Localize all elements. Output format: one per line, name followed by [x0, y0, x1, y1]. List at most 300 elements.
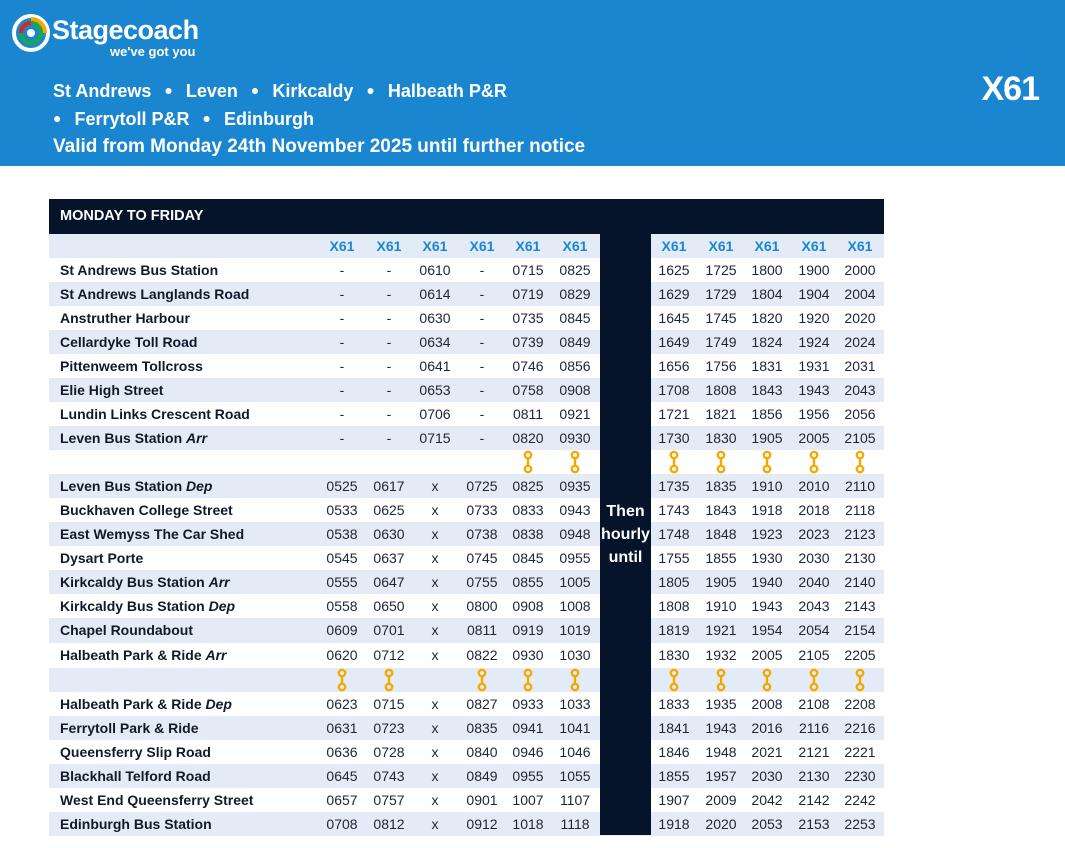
- day-label: MONDAY TO FRIDAY: [49, 199, 884, 234]
- time-cell: x: [431, 598, 439, 614]
- time-cell: 0908: [559, 382, 591, 398]
- route-number: X61: [981, 70, 1039, 108]
- route-stop: St Andrews: [53, 81, 152, 101]
- service-number: X61: [801, 238, 827, 254]
- stop-name: [60, 402, 250, 426]
- time-cell: 0746: [512, 358, 544, 374]
- time-cell: 0719: [512, 286, 544, 302]
- table-row: [49, 716, 884, 740]
- time-cell: 0617: [373, 478, 405, 494]
- route-stop: Halbeath P&R: [387, 81, 507, 101]
- time-cell: 0946: [512, 744, 544, 760]
- brand-tagline: we've got you: [110, 44, 196, 59]
- table-row: [49, 426, 884, 450]
- frequency-note: [600, 500, 651, 569]
- time-cell: -: [386, 310, 392, 326]
- arr-dep-label: Dep: [208, 598, 236, 614]
- stop-label: St Andrews Bus Station: [60, 262, 219, 278]
- bullet-icon: ●: [366, 82, 375, 98]
- time-cell: 0630: [373, 526, 405, 542]
- stop-name: [60, 282, 249, 306]
- time-cell: 0620: [326, 647, 358, 663]
- time-cell: 1905: [705, 574, 737, 590]
- time-cell: 2043: [798, 598, 830, 614]
- time-cell: 1645: [658, 310, 690, 326]
- brand-name: Stagecoach: [52, 15, 199, 45]
- table-row: [49, 522, 884, 546]
- time-cell: 2242: [844, 792, 876, 808]
- time-cell: 1957: [705, 768, 737, 784]
- table-row: [49, 282, 884, 306]
- connecting-service-icon: [459, 668, 505, 692]
- time-cell: 2140: [844, 574, 876, 590]
- time-cell: 2021: [751, 744, 783, 760]
- stop-name: [60, 378, 163, 402]
- time-cell: 1954: [751, 622, 783, 638]
- time-cell: 0833: [512, 502, 544, 518]
- service-header-row: [49, 234, 884, 258]
- time-cell: 1930: [751, 550, 783, 566]
- time-cell: 2108: [798, 696, 830, 712]
- time-cell: 2221: [844, 744, 876, 760]
- table-row: [49, 594, 884, 618]
- time-cell: 1018: [512, 816, 544, 832]
- time-cell: x: [431, 478, 439, 494]
- header-banner: [0, 0, 1065, 166]
- time-cell: 2216: [844, 720, 876, 736]
- time-cell: -: [339, 406, 345, 422]
- stop-label: Edinburgh Bus Station: [60, 816, 212, 832]
- time-cell: 2005: [798, 430, 830, 446]
- stop-label: Kirkcaldy Bus Station: [60, 598, 205, 614]
- table-row: [49, 498, 884, 522]
- time-cell: 2105: [798, 647, 830, 663]
- time-cell: 0948: [559, 526, 591, 542]
- time-cell: 1855: [705, 550, 737, 566]
- stop-name: [60, 474, 212, 498]
- time-cell: 0835: [466, 720, 498, 736]
- time-cell: 1046: [559, 744, 591, 760]
- time-cell: 1005: [559, 574, 591, 590]
- time-cell: 1743: [658, 502, 690, 518]
- time-cell: 0825: [559, 262, 591, 278]
- time-cell: 0738: [466, 526, 498, 542]
- route-stops-line-1: [53, 81, 507, 102]
- connecting-service-icon: [552, 450, 598, 474]
- time-cell: 2009: [705, 792, 737, 808]
- time-cell: 1910: [751, 478, 783, 494]
- time-cell: 1841: [658, 720, 690, 736]
- time-cell: 1033: [559, 696, 591, 712]
- time-cell: 1821: [705, 406, 737, 422]
- time-cell: x: [431, 720, 439, 736]
- time-cell: -: [386, 286, 392, 302]
- time-cell: 0849: [559, 334, 591, 350]
- time-cell: 1800: [751, 262, 783, 278]
- time-cell: 0800: [466, 598, 498, 614]
- time-cell: 1107: [559, 792, 591, 808]
- time-cell: 1749: [705, 334, 737, 350]
- time-cell: 0725: [466, 478, 498, 494]
- time-cell: 2253: [844, 816, 876, 832]
- service-number: X61: [515, 238, 541, 254]
- time-cell: 2205: [844, 647, 876, 663]
- time-cell: 0631: [326, 720, 358, 736]
- time-cell: 0856: [559, 358, 591, 374]
- connecting-service-icon: [651, 668, 697, 692]
- time-cell: 2230: [844, 768, 876, 784]
- time-cell: 1008: [559, 598, 591, 614]
- time-cell: 1905: [751, 430, 783, 446]
- time-cell: 1948: [705, 744, 737, 760]
- connecting-service-icon: [744, 450, 790, 474]
- time-cell: x: [431, 792, 439, 808]
- stop-label: Queensferry Slip Road: [60, 744, 211, 760]
- service-number: X61: [329, 238, 355, 254]
- time-cell: 0943: [559, 502, 591, 518]
- time-cell: 1118: [560, 816, 590, 832]
- time-cell: 2008: [751, 696, 783, 712]
- time-cell: -: [339, 262, 345, 278]
- time-cell: 0840: [466, 744, 498, 760]
- time-cell: 0755: [466, 574, 498, 590]
- connecting-service-icon: [837, 450, 883, 474]
- time-cell: 0933: [512, 696, 544, 712]
- time-cell: 0930: [512, 647, 544, 663]
- time-cell: 1007: [512, 792, 544, 808]
- time-cell: 1931: [798, 358, 830, 374]
- time-cell: 2130: [844, 550, 876, 566]
- table-row: [49, 692, 884, 716]
- time-cell: x: [431, 696, 439, 712]
- time-cell: 2030: [751, 768, 783, 784]
- table-row: [49, 764, 884, 788]
- table-row: [49, 354, 884, 378]
- stop-name: [60, 594, 235, 618]
- time-cell: -: [479, 310, 485, 326]
- service-number: X61: [708, 238, 734, 254]
- stop-label: Cellardyke Toll Road: [60, 334, 198, 350]
- time-cell: 0728: [373, 744, 405, 760]
- time-cell: 1649: [658, 334, 690, 350]
- stop-name: [60, 716, 199, 740]
- time-cell: 2010: [798, 478, 830, 494]
- service-number: X61: [562, 238, 588, 254]
- connecting-service-icon: [505, 450, 551, 474]
- time-cell: 0921: [559, 406, 591, 422]
- arr-dep-label: Arr: [205, 647, 227, 663]
- time-cell: 2130: [798, 768, 830, 784]
- time-cell: 1920: [798, 310, 830, 326]
- time-cell: x: [431, 550, 439, 566]
- time-cell: 2024: [844, 334, 876, 350]
- time-cell: 0650: [373, 598, 405, 614]
- connecting-service-icon: [552, 668, 598, 692]
- time-cell: 0735: [512, 310, 544, 326]
- time-cell: 0758: [512, 382, 544, 398]
- time-cell: 0822: [466, 647, 498, 663]
- time-cell: 0845: [512, 550, 544, 566]
- stop-label: Buckhaven College Street: [60, 502, 233, 518]
- time-cell: -: [339, 358, 345, 374]
- time-cell: 1843: [751, 382, 783, 398]
- time-cell: 1910: [705, 598, 737, 614]
- route-stop: Leven: [185, 81, 238, 101]
- time-cell: -: [386, 334, 392, 350]
- bullet-icon: ●: [164, 82, 173, 98]
- time-cell: 0757: [373, 792, 405, 808]
- time-cell: 2031: [844, 358, 876, 374]
- stop-label: Chapel Roundabout: [60, 622, 193, 638]
- time-cell: 0723: [373, 720, 405, 736]
- time-cell: 1918: [658, 816, 690, 832]
- time-cell: 2020: [844, 310, 876, 326]
- time-cell: 1848: [705, 526, 737, 542]
- stagecoach-logo[interactable]: [11, 12, 211, 62]
- time-cell: 0706: [419, 406, 451, 422]
- time-cell: 0708: [326, 816, 358, 832]
- time-cell: 2142: [798, 792, 830, 808]
- time-cell: 1725: [705, 262, 737, 278]
- time-cell: 0745: [466, 550, 498, 566]
- connecting-service-icon: [698, 450, 744, 474]
- connecting-service-icon: [366, 668, 412, 692]
- service-number: X61: [847, 238, 873, 254]
- time-cell: 1830: [658, 647, 690, 663]
- stop-label: Halbeath Park & Ride: [60, 647, 202, 663]
- stop-label: Dysart Porte: [60, 550, 144, 566]
- time-cell: -: [339, 286, 345, 302]
- validity-notice: Valid from Monday 24th November 2025 until further notice: [53, 136, 586, 157]
- stop-name: [60, 740, 211, 764]
- time-cell: 1824: [751, 334, 783, 350]
- time-cell: 0845: [559, 310, 591, 326]
- stop-label: West End Queensferry Street: [60, 792, 254, 808]
- time-cell: 0827: [466, 696, 498, 712]
- time-cell: -: [386, 358, 392, 374]
- time-cell: 0901: [466, 792, 498, 808]
- stop-label: Elie High Street: [60, 382, 164, 398]
- time-cell: 2023: [798, 526, 830, 542]
- time-cell: 2000: [844, 262, 876, 278]
- time-cell: 1625: [658, 262, 690, 278]
- stop-name: [60, 570, 230, 594]
- time-cell: 1935: [705, 696, 737, 712]
- table-row: [49, 570, 884, 594]
- time-cell: 1900: [798, 262, 830, 278]
- table-row: [49, 474, 884, 498]
- connecting-service-icon: [505, 668, 551, 692]
- time-cell: 0919: [512, 622, 544, 638]
- service-number: X61: [754, 238, 780, 254]
- time-cell: 1755: [658, 550, 690, 566]
- time-cell: 1918: [751, 502, 783, 518]
- time-cell: 1748: [658, 526, 690, 542]
- stop-name: [60, 812, 212, 836]
- time-cell: 2004: [844, 286, 876, 302]
- time-cell: 1940: [751, 574, 783, 590]
- timetable: [49, 199, 884, 836]
- time-cell: 1745: [705, 310, 737, 326]
- stop-label: Kirkcaldy Bus Station: [60, 574, 205, 590]
- time-cell: 1924: [798, 334, 830, 350]
- service-number: X61: [469, 238, 495, 254]
- time-cell: 0849: [466, 768, 498, 784]
- time-cell: 0811: [466, 622, 498, 638]
- bullet-icon: ●: [53, 110, 62, 126]
- time-cell: x: [431, 816, 439, 832]
- table-row: [49, 546, 884, 570]
- time-cell: 0733: [466, 502, 498, 518]
- time-cell: 0811: [512, 406, 544, 422]
- time-cell: 0855: [512, 574, 544, 590]
- route-stops-line-2: [53, 109, 314, 130]
- stop-label: Halbeath Park & Ride: [60, 696, 202, 712]
- time-cell: 0525: [326, 478, 358, 494]
- time-cell: 0955: [559, 550, 591, 566]
- time-cell: 1819: [658, 622, 690, 638]
- time-cell: 0908: [512, 598, 544, 614]
- time-cell: 1721: [658, 406, 690, 422]
- time-cell: x: [431, 744, 439, 760]
- stop-label: St Andrews Langlands Road: [60, 286, 250, 302]
- time-cell: -: [386, 382, 392, 398]
- stop-name: [60, 354, 203, 378]
- time-cell: 0812: [373, 816, 405, 832]
- time-cell: 2154: [844, 622, 876, 638]
- time-cell: 1943: [705, 720, 737, 736]
- table-row: [49, 330, 884, 354]
- time-cell: -: [479, 430, 485, 446]
- stop-name: [60, 258, 218, 282]
- time-cell: x: [431, 622, 439, 638]
- time-cell: 0623: [326, 696, 358, 712]
- time-cell: 0630: [419, 310, 451, 326]
- stop-label: Anstruther Harbour: [60, 310, 190, 326]
- time-cell: 0657: [326, 792, 358, 808]
- time-cell: 2105: [844, 430, 876, 446]
- time-cell: -: [386, 430, 392, 446]
- timetable-body: [49, 234, 884, 836]
- time-cell: 0930: [559, 430, 591, 446]
- time-cell: 1030: [559, 647, 591, 663]
- time-cell: 0637: [373, 550, 405, 566]
- table-row: [49, 618, 884, 643]
- table-row: [49, 788, 884, 812]
- time-cell: 0555: [326, 574, 358, 590]
- connecting-service-icon: [837, 668, 883, 692]
- time-cell: 2040: [798, 574, 830, 590]
- time-cell: x: [431, 526, 439, 542]
- time-cell: 2054: [798, 622, 830, 638]
- route-stop: Ferrytoll P&R: [74, 109, 190, 129]
- connecting-service-icon: [651, 450, 697, 474]
- time-cell: -: [386, 406, 392, 422]
- stop-label: Ferrytoll Park & Ride: [60, 720, 199, 736]
- time-cell: 0838: [512, 526, 544, 542]
- time-cell: 1735: [658, 478, 690, 494]
- time-cell: -: [479, 406, 485, 422]
- time-cell: 1656: [658, 358, 690, 374]
- time-cell: 1019: [559, 622, 591, 638]
- time-cell: 1833: [658, 696, 690, 712]
- time-cell: 1730: [658, 430, 690, 446]
- route-stop: Edinburgh: [223, 109, 314, 129]
- connecting-service-icon: [319, 668, 365, 692]
- time-cell: x: [431, 768, 439, 784]
- time-cell: -: [339, 334, 345, 350]
- time-cell: 0829: [559, 286, 591, 302]
- stop-name: [60, 498, 233, 522]
- time-cell: 0625: [373, 502, 405, 518]
- time-cell: 1804: [751, 286, 783, 302]
- stop-name: [60, 692, 232, 716]
- service-number: X61: [422, 238, 448, 254]
- stop-name: [60, 618, 193, 643]
- time-cell: 0558: [326, 598, 358, 614]
- time-cell: x: [431, 647, 439, 663]
- time-cell: 1843: [705, 502, 737, 518]
- stop-name: [60, 788, 253, 812]
- time-cell: 1956: [798, 406, 830, 422]
- time-cell: 0538: [326, 526, 358, 542]
- time-cell: 1907: [658, 792, 690, 808]
- time-cell: -: [479, 334, 485, 350]
- route-stop: Kirkcaldy: [272, 81, 354, 101]
- time-cell: 1805: [658, 574, 690, 590]
- stop-label: Pittenweem Tollcross: [60, 358, 203, 374]
- time-cell: 1831: [751, 358, 783, 374]
- table-row: [49, 402, 884, 426]
- time-cell: 0645: [326, 768, 358, 784]
- time-cell: 1943: [751, 598, 783, 614]
- time-cell: 0955: [512, 768, 544, 784]
- table-row: [49, 812, 884, 836]
- frequency-note-line: Then: [606, 503, 645, 520]
- time-cell: 1808: [705, 382, 737, 398]
- time-cell: 0941: [512, 720, 544, 736]
- bullet-icon: ●: [202, 110, 211, 126]
- time-cell: -: [479, 262, 485, 278]
- stop-name: [60, 643, 227, 668]
- time-cell: 1756: [705, 358, 737, 374]
- stop-name: [60, 764, 211, 788]
- stop-label: Lundin Links Crescent Road: [60, 406, 250, 422]
- time-cell: 1932: [705, 647, 737, 663]
- stop-label: Leven Bus Station: [60, 478, 183, 494]
- time-cell: -: [339, 310, 345, 326]
- time-cell: 0545: [326, 550, 358, 566]
- time-cell: 1708: [658, 382, 690, 398]
- table-row: [49, 643, 884, 668]
- time-cell: 2018: [798, 502, 830, 518]
- time-cell: 0743: [373, 768, 405, 784]
- time-cell: 1904: [798, 286, 830, 302]
- frequency-note-line: hourly: [601, 526, 650, 543]
- connector-row: [49, 668, 884, 692]
- frequency-note-line: until: [608, 549, 643, 566]
- arr-dep-label: Arr: [208, 574, 230, 590]
- time-cell: 2123: [844, 526, 876, 542]
- connecting-service-icon: [698, 668, 744, 692]
- table-row: [49, 306, 884, 330]
- time-cell: -: [479, 286, 485, 302]
- time-cell: x: [431, 502, 439, 518]
- time-cell: 0533: [326, 502, 358, 518]
- time-cell: 1629: [658, 286, 690, 302]
- time-cell: -: [479, 358, 485, 374]
- time-cell: 1055: [559, 768, 591, 784]
